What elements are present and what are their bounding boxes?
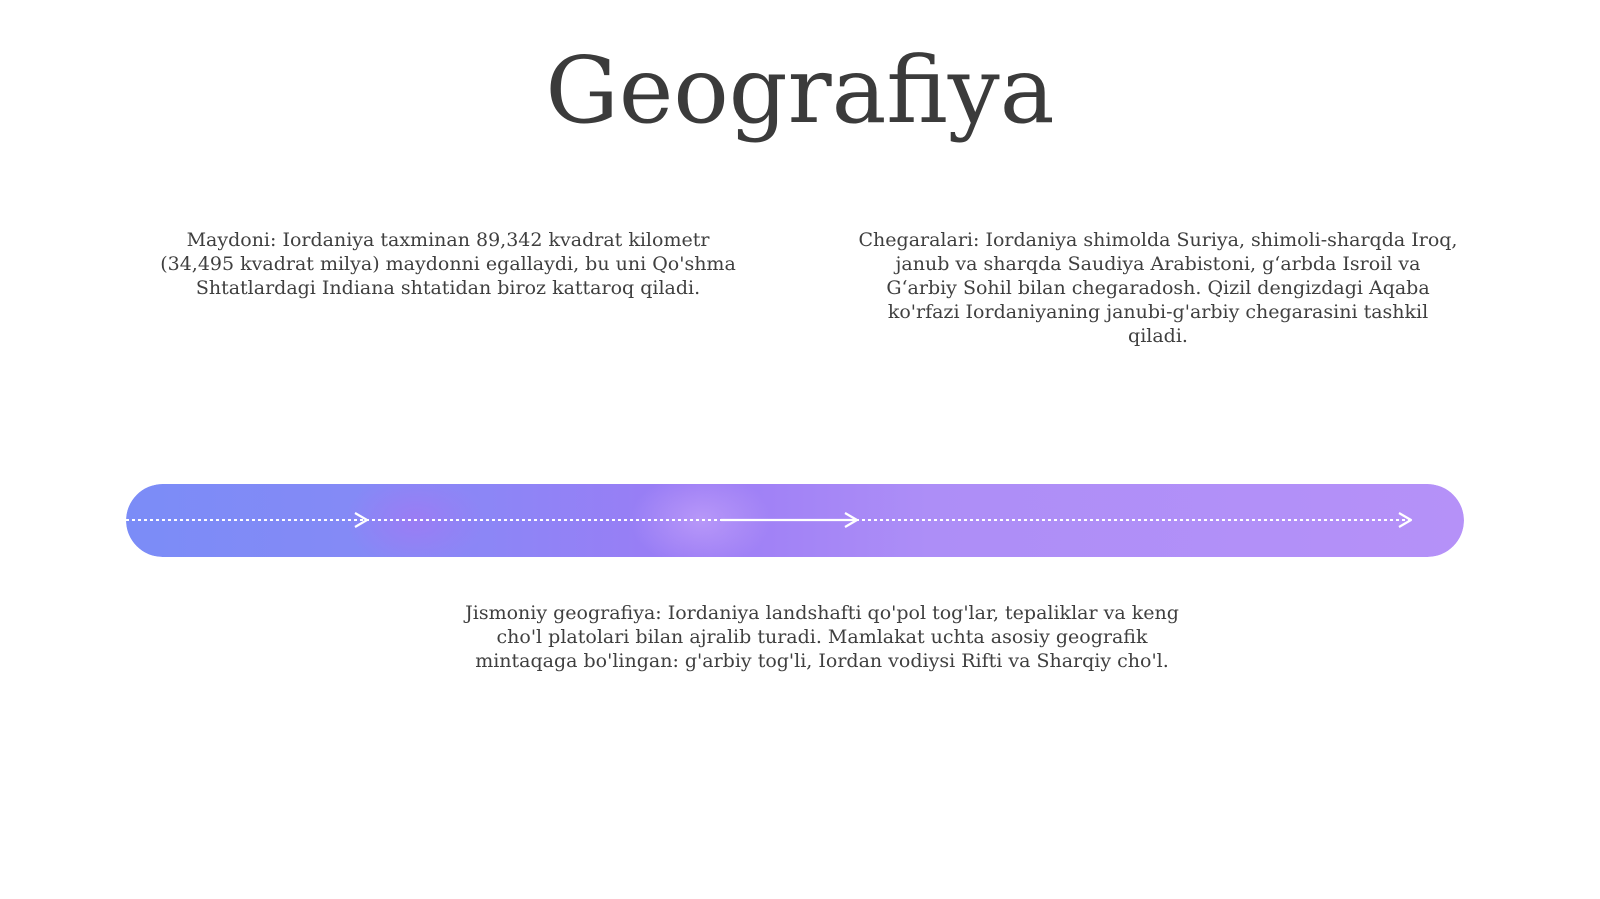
timeline-bar (126, 484, 1464, 557)
physical-geography-text: Jismoniy geografiya: Iordaniya landshafti qo'pol tog'lar, tepaliklar va keng cho'l platolari bilan ajralib turadi. Mamlakat uchta asosiy geografik mintaqaga bo'lingan: g'arbiy tog'li, Iordan vodiysi Rifti va Sharqiy cho'l. (465, 602, 1179, 672)
borders-text: Chegaralari: Iordaniya shimolda Suriya, shimoli-sharqda Iroq, janub va sharqda Saudiya Arabistoni, g‘arbda Isroil va G‘arbiy Sohil bilan chegaradosh. Qizil dengizdagi Aqaba ko'rfazi Iordaniyaning janubi-g'arbiy chegarasini tashkil qiladi. (858, 229, 1458, 347)
area-text: Maydoni: Iordaniya taxminan 89,342 kvadrat kilometr (34,495 kvadrat milya) maydonni egallaydi, bu uni Qo'shma Shtatlardagi Indiana shtatidan biroz kattaroq qiladi. (160, 229, 736, 299)
timeline-graphic (126, 484, 1464, 557)
slide-title: Geografiya (545, 37, 1055, 144)
